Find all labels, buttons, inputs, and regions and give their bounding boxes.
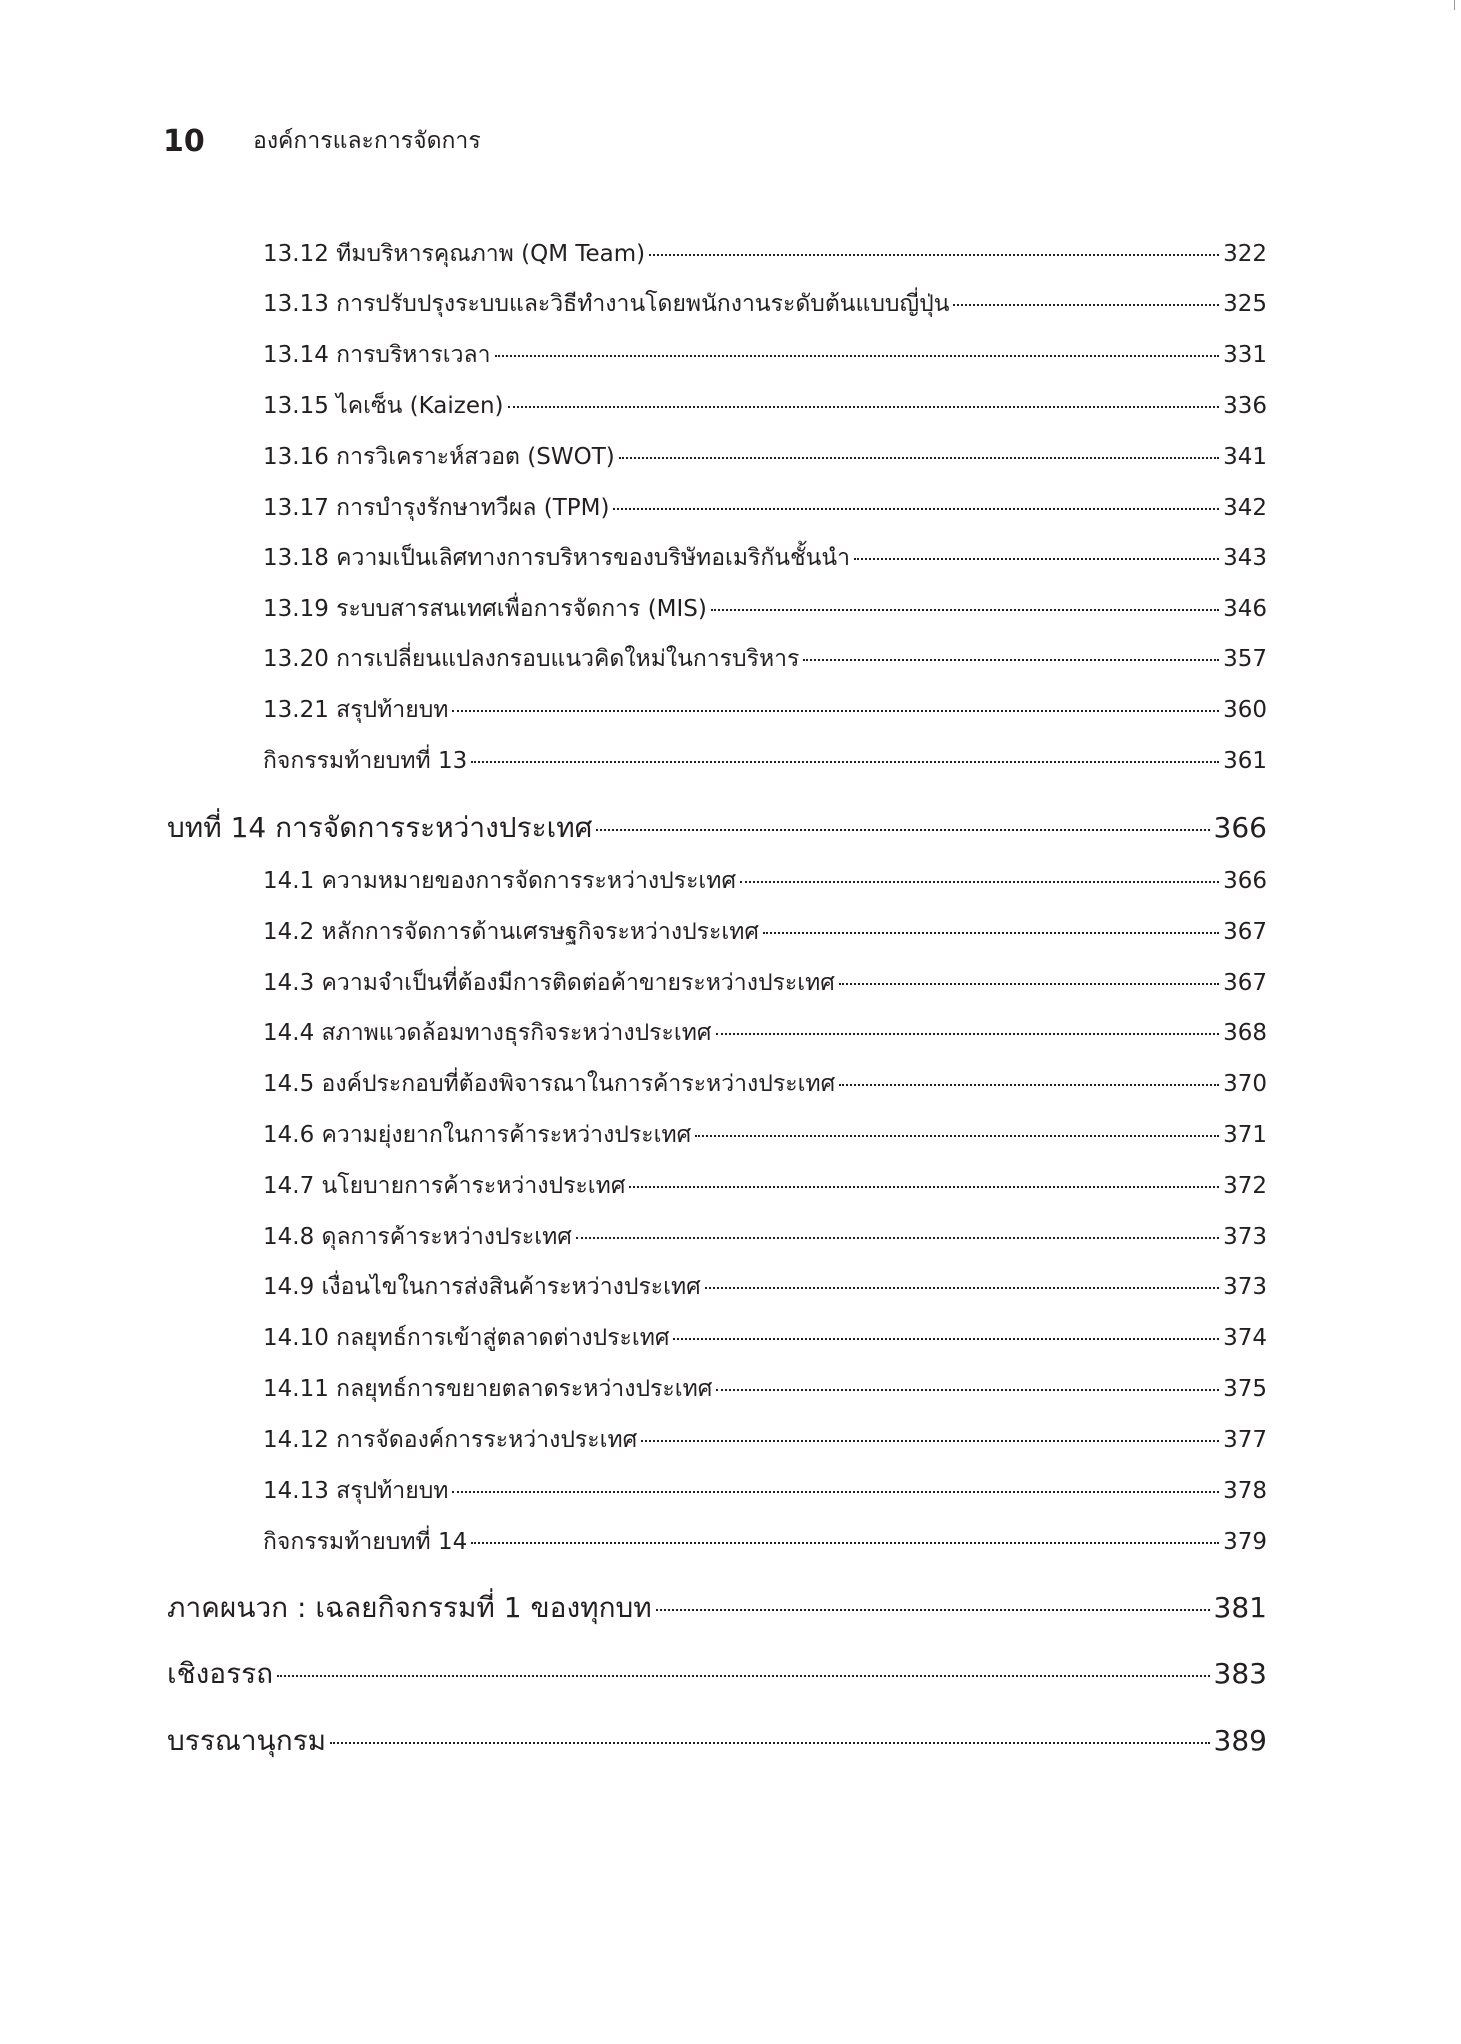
toc-entry: [263, 914, 1267, 950]
toc-entry: [263, 1066, 1267, 1102]
toc-entry-page: 378: [1223, 1478, 1267, 1504]
toc-entry: [263, 1168, 1267, 1204]
toc-entry-page: 322: [1223, 241, 1267, 267]
toc-entry: [263, 490, 1267, 526]
toc-dot-leader: [763, 932, 1219, 934]
toc-dot-leader: [641, 1440, 1219, 1442]
toc-entry-title: เชิงอรรถ: [167, 1657, 274, 1690]
toc-dot-leader: [953, 304, 1219, 306]
toc-entry-page: 341: [1223, 444, 1267, 470]
toc-dot-leader: [508, 406, 1220, 408]
toc-entry-title: บรรณานุกรม: [167, 1724, 327, 1757]
toc-entry-title: 14.10 กลยุทธ์การเข้าสู่ตลาดต่างประเทศ: [263, 1325, 670, 1351]
toc-entry-page: 379: [1223, 1529, 1267, 1555]
toc-entry-title: 14.13 สรุปท้ายบท: [263, 1478, 449, 1504]
toc-dot-leader: [673, 1338, 1219, 1340]
toc-entry: [263, 965, 1267, 1001]
toc-entry-page: 361: [1223, 748, 1267, 774]
toc-entry-title: 14.6 ความยุ่งยากในการค้าระหว่างประเทศ: [263, 1122, 692, 1148]
toc-entry: [263, 692, 1267, 728]
toc-dot-leader: [716, 1033, 1220, 1035]
toc-entry-title: 14.12 การจัดองค์การระหว่างประเทศ: [263, 1427, 638, 1453]
toc-entry-page: 360: [1223, 697, 1267, 723]
toc-entry: [263, 1320, 1267, 1356]
toc-dot-leader: [596, 829, 1209, 831]
toc-entry: [263, 1219, 1267, 1255]
toc-entry-page: 372: [1223, 1173, 1267, 1199]
toc-entry-page: 371: [1223, 1122, 1267, 1148]
toc-dot-leader: [619, 457, 1219, 459]
toc-dot-leader: [716, 1389, 1219, 1391]
toc-entry-page: 366: [1213, 811, 1267, 844]
toc-dot-leader: [629, 1186, 1219, 1188]
toc-entry-page: 375: [1223, 1376, 1267, 1402]
toc-entry-title: 13.16 การวิเคราะห์สวอต (SWOT): [263, 444, 615, 470]
toc-entry-page: 331: [1223, 342, 1267, 368]
toc-entry-title: 13.12 ทีมบริหารคุณภาพ (QM Team): [263, 241, 646, 267]
toc-entry-page: 366: [1223, 868, 1267, 894]
toc-entry: [263, 863, 1267, 899]
toc-entry-title: ภาคผนวก : เฉลยกิจกรรมที่ 1 ของทุกบท: [167, 1591, 652, 1624]
toc-entry-title: 14.4 สภาพแวดล้อมทางธุรกิจระหว่างประเทศ: [263, 1020, 712, 1046]
toc-entry: [263, 388, 1267, 424]
toc-entry-title: 14.11 กลยุทธ์การขยายตลาดระหว่างประเทศ: [263, 1376, 713, 1402]
toc-dot-leader: [695, 1135, 1219, 1137]
toc-entry-title: 14.3 ความจำเป็นที่ต้องมีการติดต่อค้าขายระหว่างประเทศ: [263, 970, 835, 996]
toc-entry-page: 381: [1213, 1591, 1267, 1624]
toc-entry-title: 13.15 ไคเซ็น (Kaizen): [263, 393, 504, 419]
toc-dot-leader: [495, 355, 1220, 357]
toc-entry-page: 357: [1223, 646, 1267, 672]
toc-entry-title: 14.7 นโยบายการค้าระหว่างประเทศ: [263, 1173, 626, 1199]
toc-chapter-entry: [167, 1719, 1267, 1763]
toc-chapter-entry: [167, 806, 1267, 850]
toc-entry-page: 367: [1223, 970, 1267, 996]
toc-dot-leader: [452, 1491, 1219, 1493]
toc-dot-leader: [452, 710, 1219, 712]
toc-entry: [263, 1422, 1267, 1458]
toc-entry-title: 13.17 การบำรุงรักษาทวีผล (TPM): [263, 495, 610, 521]
toc-dot-leader: [839, 983, 1219, 985]
toc-dot-leader: [656, 1609, 1210, 1611]
toc-dot-leader: [711, 609, 1219, 611]
page-header: [163, 112, 481, 170]
toc-entry-title: 14.1 ความหมายของการจัดการระหว่างประเทศ: [263, 868, 737, 894]
toc-dot-leader: [471, 1542, 1219, 1544]
toc-entry-title: 13.20 การเปลี่ยนแปลงกรอบแนวคิดใหม่ในการบริหาร: [263, 646, 800, 672]
toc-entry-page: 325: [1223, 291, 1267, 317]
toc-chapter-entry: [167, 1586, 1267, 1630]
toc-entry-page: 343: [1223, 545, 1267, 571]
toc-entry: [263, 286, 1267, 322]
toc-entry: [263, 641, 1267, 677]
toc-dot-leader: [471, 761, 1219, 763]
toc-dot-leader: [277, 1675, 1209, 1677]
toc-dot-leader: [803, 659, 1219, 661]
toc-dot-leader: [740, 881, 1219, 883]
toc-entry-title: 13.19 ระบบสารสนเทศเพื่อการจัดการ (MIS): [263, 596, 707, 622]
book-title: องค์การและการจัดการ: [253, 128, 481, 154]
toc-entry-title: 13.13 การปรับปรุงระบบและวิธีทำงานโดยพนักงานระดับต้นแบบญี่ปุ่น: [263, 291, 950, 317]
toc-entry-title: 14.2 หลักการจัดการด้านเศรษฐกิจระหว่างประเทศ: [263, 919, 760, 945]
toc-entry: [263, 1524, 1267, 1560]
toc-dot-leader: [330, 1742, 1209, 1744]
toc-chapter-entry: [167, 1652, 1267, 1696]
toc-dot-leader: [854, 558, 1219, 560]
toc-entry-page: 389: [1213, 1724, 1267, 1757]
toc-dot-leader: [649, 254, 1219, 256]
toc-entry-page: 346: [1223, 596, 1267, 622]
toc-entry-page: 368: [1223, 1020, 1267, 1046]
toc-entry: [263, 439, 1267, 475]
toc-entry: [263, 591, 1267, 627]
toc-entry: [263, 236, 1267, 272]
toc-entry-page: 370: [1223, 1071, 1267, 1097]
toc-entry-page: 336: [1223, 393, 1267, 419]
toc-entry-title: บทที่ 14 การจัดการระหว่างประเทศ: [167, 811, 593, 844]
toc-entry-title: กิจกรรมท้ายบทที่ 13: [263, 748, 468, 774]
toc-dot-leader: [613, 508, 1219, 510]
toc-dot-leader: [705, 1287, 1219, 1289]
toc-entry: [263, 743, 1267, 779]
toc-entry: [263, 1117, 1267, 1153]
toc-entry-page: 383: [1213, 1657, 1267, 1690]
toc-dot-leader: [576, 1237, 1219, 1239]
toc-entry-title: 14.9 เงื่อนไขในการส่งสินค้าระหว่างประเทศ: [263, 1274, 701, 1300]
toc-entry-title: กิจกรรมท้ายบทที่ 14: [263, 1529, 468, 1555]
toc-entry-page: 367: [1223, 919, 1267, 945]
crop-mark: [1454, 0, 1455, 10]
toc-entry-page: 342: [1223, 495, 1267, 521]
page-number: 10: [163, 123, 205, 159]
toc-entry: [263, 1371, 1267, 1407]
toc-entry: [263, 1015, 1267, 1051]
toc-entry-page: 373: [1223, 1274, 1267, 1300]
toc-entry-title: 13.21 สรุปท้ายบท: [263, 697, 449, 723]
toc-entry-title: 13.14 การบริหารเวลา: [263, 342, 491, 368]
toc-entry-page: 373: [1223, 1224, 1267, 1250]
toc-entry: [263, 540, 1267, 576]
toc-entry-title: 14.5 องค์ประกอบที่ต้องพิจารณาในการค้าระหว่างประเทศ: [263, 1071, 836, 1097]
toc-entry-page: 374: [1223, 1325, 1267, 1351]
toc-entry-page: 377: [1223, 1427, 1267, 1453]
toc-dot-leader: [839, 1084, 1219, 1086]
toc-entry-title: 13.18 ความเป็นเลิศทางการบริหารของบริษัทอเมริกันชั้นนำ: [263, 545, 851, 571]
toc-entry: [263, 1269, 1267, 1305]
toc-entry: [263, 1473, 1267, 1509]
toc-entry-title: 14.8 ดุลการค้าระหว่างประเทศ: [263, 1224, 572, 1250]
toc-entry: [263, 337, 1267, 373]
